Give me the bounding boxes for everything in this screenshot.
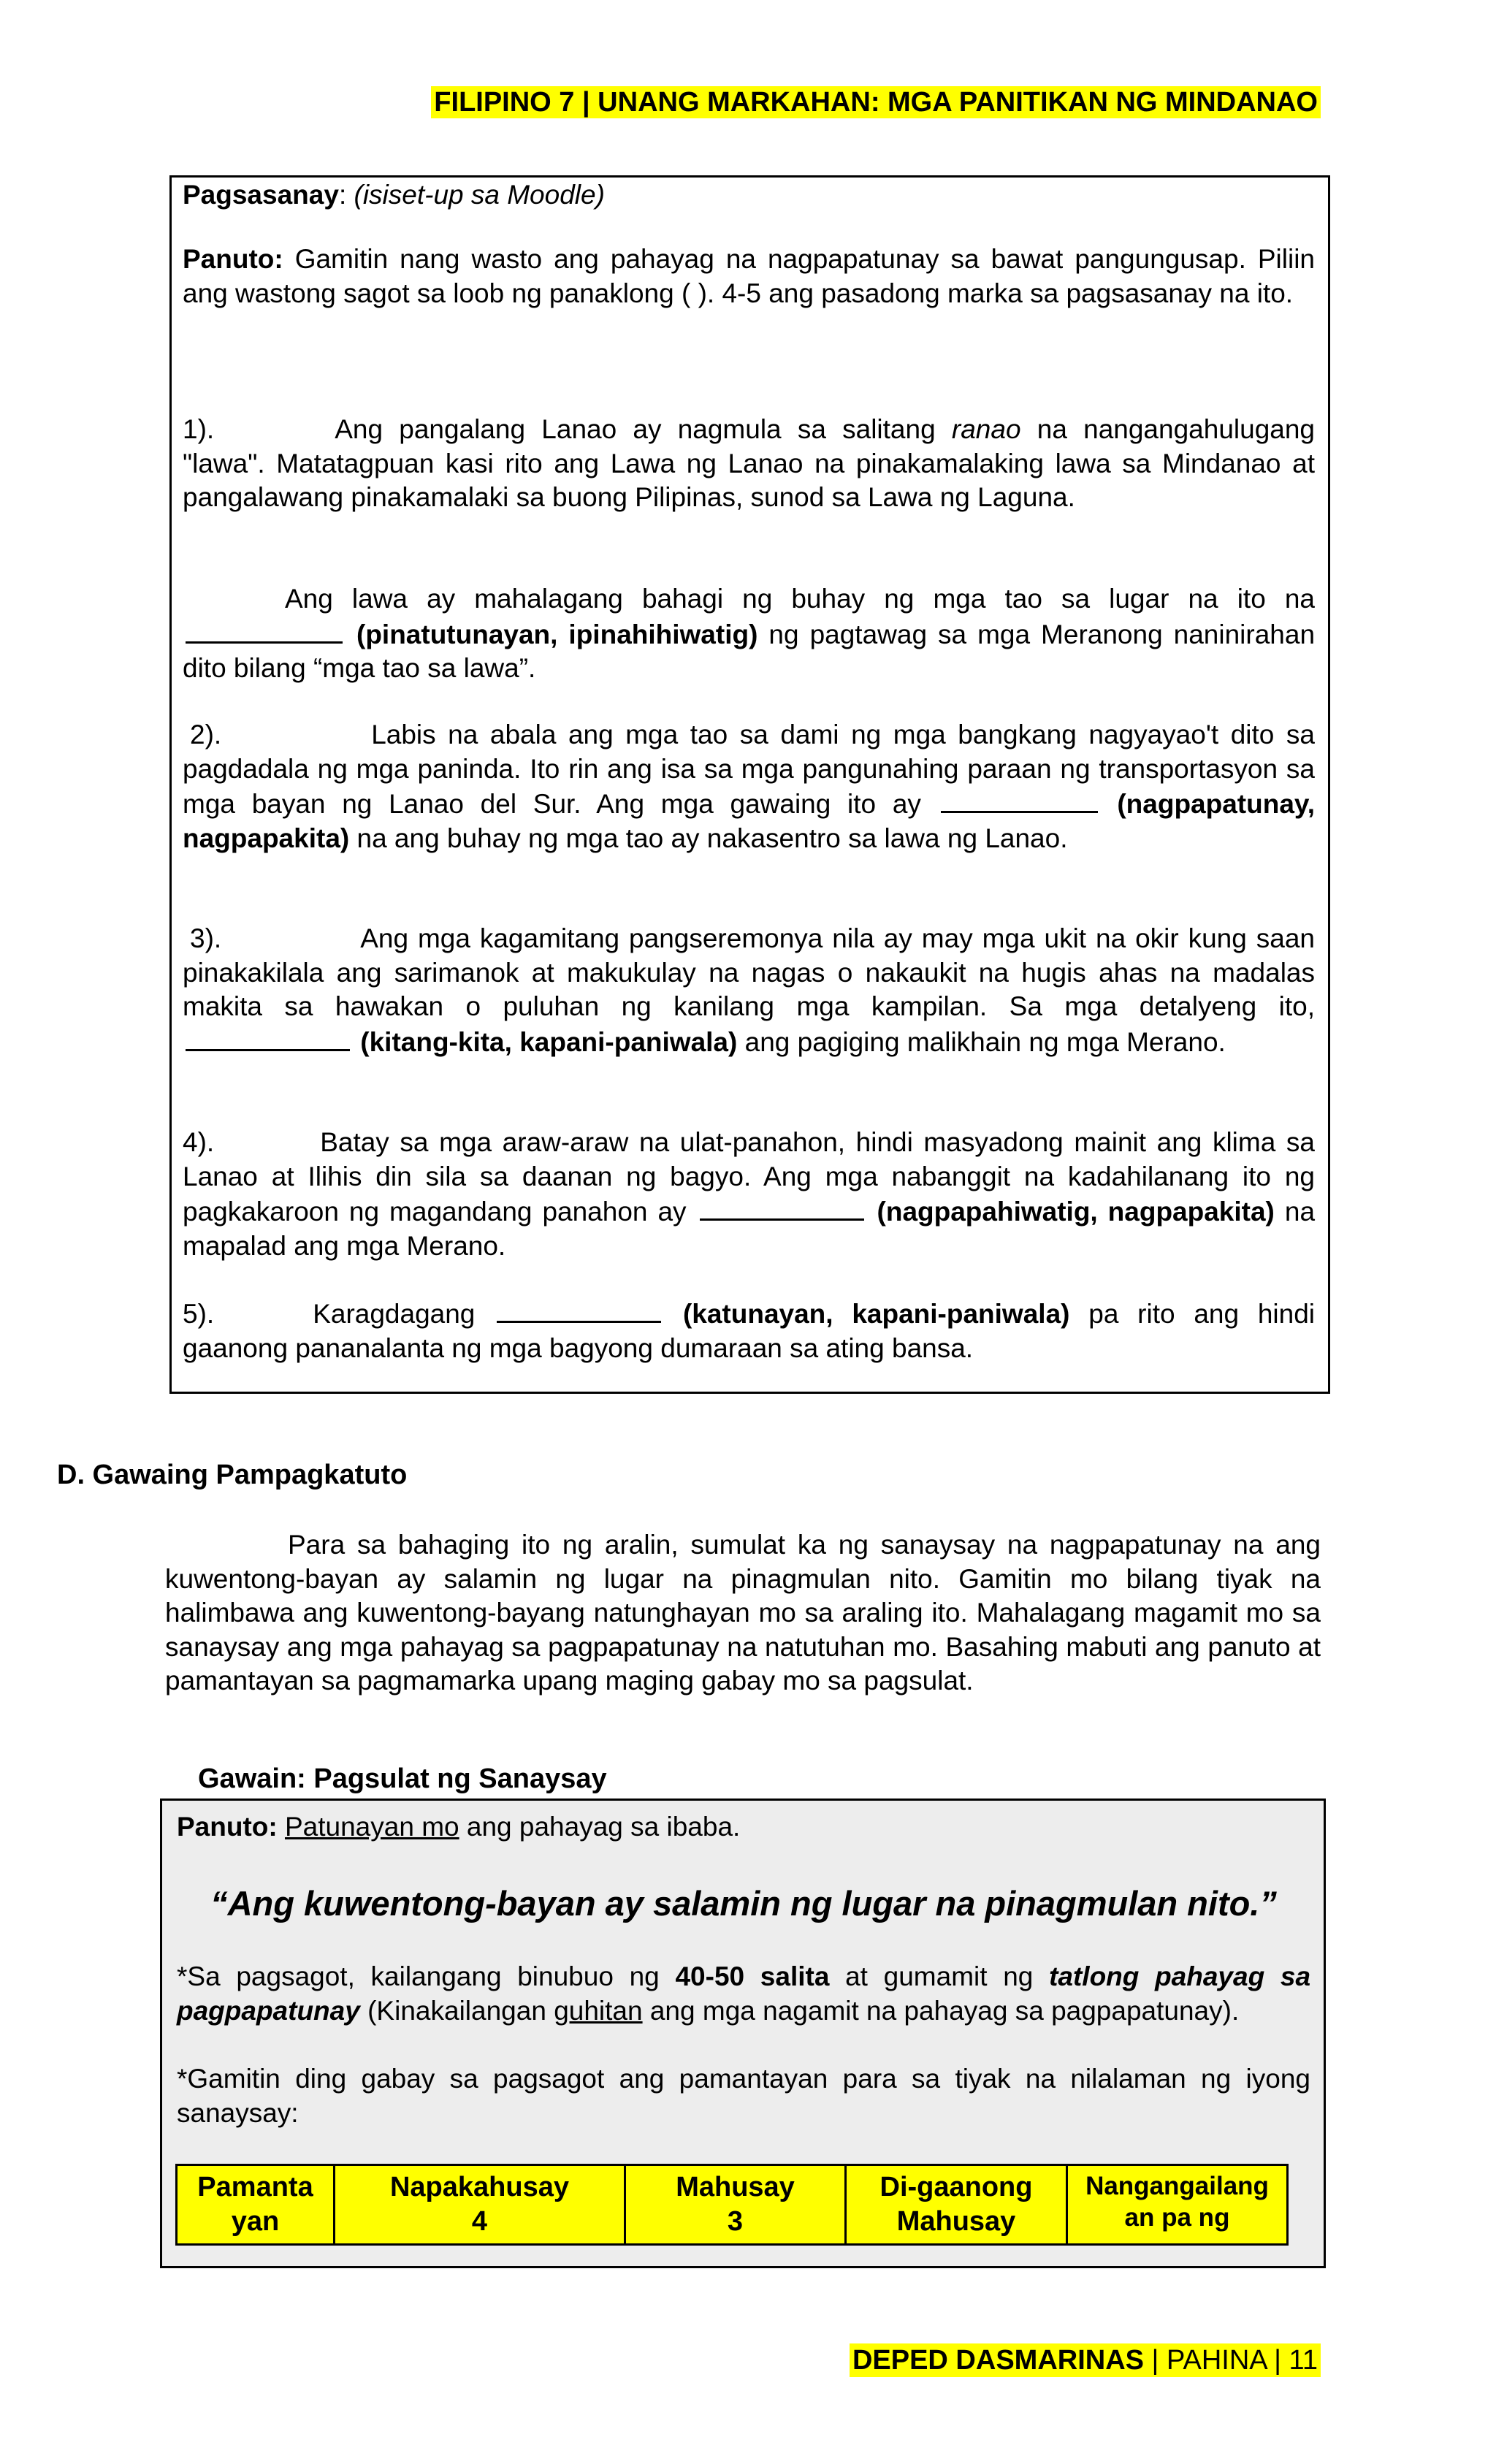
page-header: FILIPINO 7 | UNANG MARKAHAN: MGA PANITIKAN NG MINDANAO [431, 86, 1321, 118]
pagsasanay-title: Pagsasanay: (isiset-up sa Moodle) [183, 180, 605, 210]
rubric-header-row [177, 2165, 1288, 2245]
answer-blank-1[interactable] [186, 617, 343, 644]
section-d-text: Para sa bahaging ito ng aralin, sumulat ka ng sanaysay na nagpapatunay na ang kuwentong-bayan ay salamin ng lugar na pinagmulan nito. Gamitin mo bilang tiyak na halimbawa ang kuwentong-bayang natunghayan mo sa araling ito. Mahalagang magamit mo sa sanaysay ang mga pahayag sa pagpapatunay na natutuhan mo. Basahing mabuti ang panuto at pamantayan sa pagmamarka upang maging gabay mo sa pagsulat. [165, 1530, 1321, 1696]
item-3: 3). Ang mga kagamitang pangseremonya nila ay may mga ukit na okir kung saan pinakakilala ang sarimanok at makukulay na nagas o nakaukit na hugis ahas na madalas makita sa hawakan o puluhan ng kanilang mga kampilan. Sa mga detalyeng ito, (kitang-kita, kapani-paniwala) ang pagiging malikhain ng mga Merano. [183, 923, 1315, 1057]
pagsasanay-panuto: Panuto: Gamitin nang wasto ang pahayag na nagpapatunay sa bawat pangungusap. Piliin ang wastong sagot sa loob ng panaklong ( ). 4-5 ang pasadong marka sa pagsasanay na ito. [183, 244, 1316, 308]
gawain-quote: “Ang kuwentong-bayan ay salamin ng lugar na pinagmulan nito.” [210, 1884, 1277, 1923]
gawain-note-1: *Sa pagsagot, kailangang binubuo ng 40-50 salita at gumamit ng tatlong pahayag sa pagpapatunay (Kinakailangan guhitan ang mga nagamit na pahayag sa pagpapatunay). [177, 1961, 1311, 2026]
item-2: 2). Labis na abala ang mga tao sa dami ng mga bangkang nagyayao't dito sa pagdadala ng mga paninda. Ito rin ang isa sa mga pangunahing paraan ng transportasyon sa mga bayan ng Lanao del Sur. Ang mga gawaing ito ay (nagpapatunay, nagpapakita) na ang buhay ng mga tao ay nakasentro sa lawa ng Lanao. [183, 720, 1316, 853]
answer-blank-3[interactable] [186, 1024, 350, 1051]
rubric-cell-pamantayan: Pamanta yan [177, 2165, 335, 2245]
answer-blank-2[interactable] [941, 786, 1098, 813]
page-number: 11 [1289, 2345, 1318, 2376]
gawain-note-2: *Gamitin ding gabay sa pagsagot ang pamantayan para sa tiyak na nilalaman ng iyong sanaysay: [177, 2064, 1310, 2128]
page-footer [850, 2343, 1321, 2377]
item-1-statement: Ang lawa ay mahalagang bahagi ng buhay ng mga tao sa lugar na ito na (pinatutunayan, ipinahihiwatig) ng pagtawag sa mga Meranong naninirahan dito bilang “mga tao sa lawa”. [183, 584, 1316, 683]
answer-blank-4[interactable] [700, 1194, 864, 1221]
item-1: 1). Ang pangalang Lanao ay nagmula sa salitang ranao na nangangahulugang "lawa". Matatagpuan kasi rito ang Lawa ng Lanao na pinakamalaking lawa sa Mindanao at pangalawang pinakamalaki sa buong Pilipinas, sunod sa Lawa ng Laguna. [183, 414, 1316, 512]
rubric-cell-napakahusay: Napakahusay 4 [335, 2165, 625, 2245]
section-d-heading: D. Gawaing Pampagkatuto [57, 1460, 408, 1490]
rubric-cell-mahusay: Mahusay 3 [625, 2165, 846, 2245]
gawain-title: Gawain: Pagsulat ng Sanaysay [198, 1763, 607, 1794]
item-4: 4). Batay sa mga araw-araw na ulat-panahon, hindi masyadong mainit ang klima sa Lanao at Ilihis din sila sa daanan ng bagyo. Ang mga nabanggit na kadahilanang ito ng pagkakaroon ng magandang panahon ay (nagpapahiwatig, nagpapakita) na mapalad ang mga Merano. [183, 1127, 1316, 1261]
rubric-cell-nangangailangan: Nangangailang an pa ng [1067, 2165, 1288, 2245]
footer-org: DEPED DASMARINAS [852, 2345, 1144, 2376]
answer-blank-5[interactable] [497, 1296, 661, 1323]
item-5: 5). Karagdagang (katunayan, kapani-paniwala) pa rito ang hindi gaanong pananalanta ng mga bagyong dumaraan sa ating bansa. [183, 1296, 1315, 1365]
rubric-table [175, 2164, 1289, 2246]
footer-separator: | PAHINA | [1144, 2345, 1289, 2376]
rubric-cell-di-gaanong-mahusay: Di-gaanong Mahusay [846, 2165, 1067, 2245]
gawain-panuto: Panuto: Patunayan mo ang pahayag sa ibaba. [177, 1812, 741, 1842]
